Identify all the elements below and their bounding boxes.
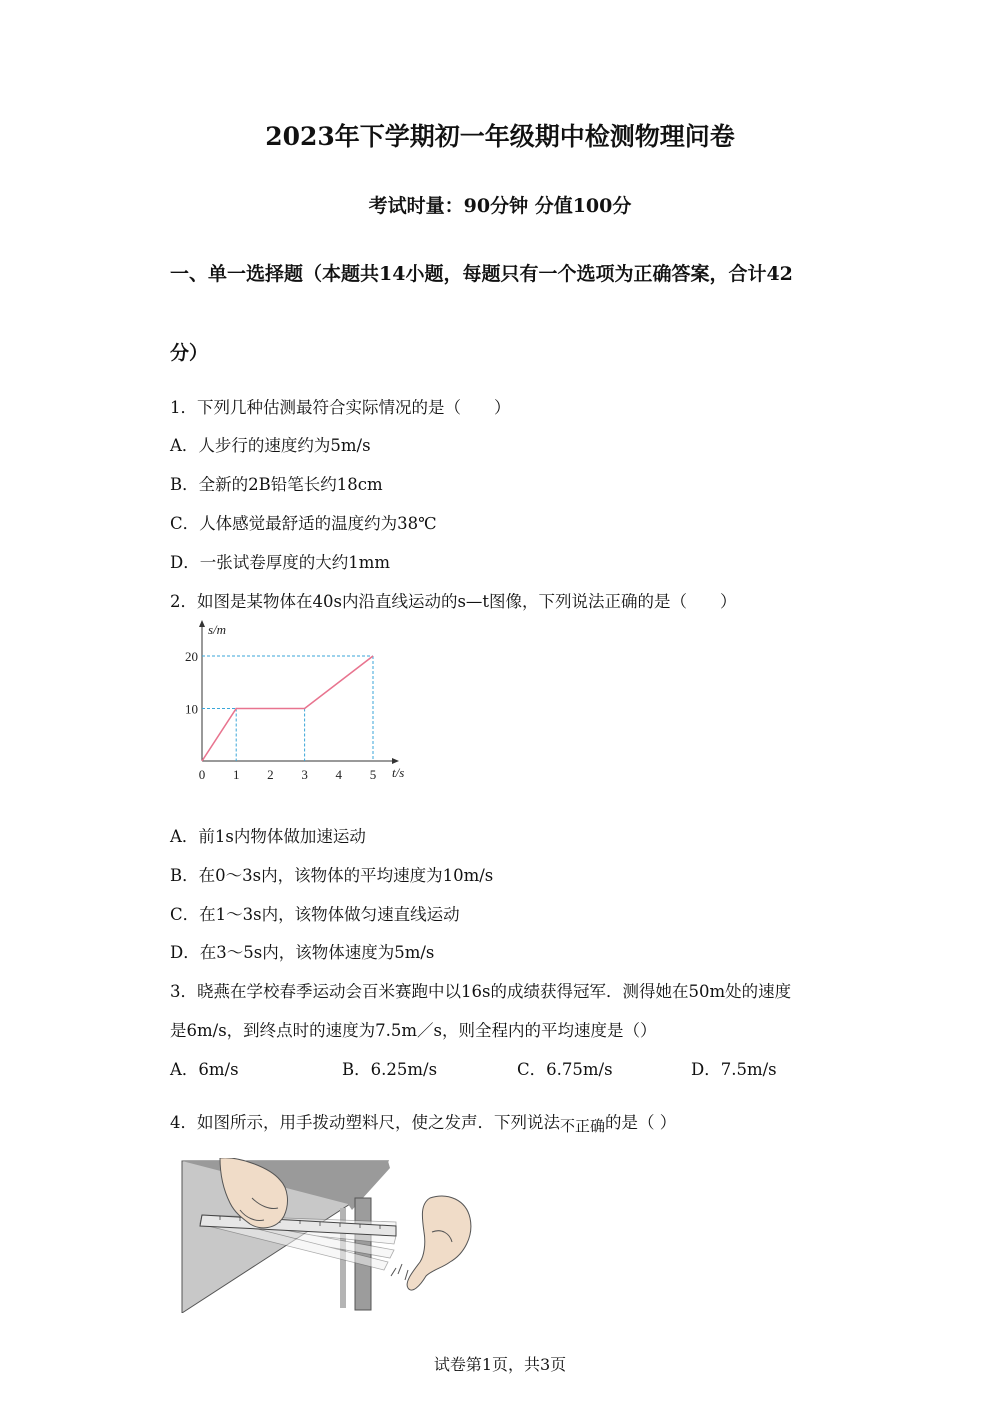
q4-stem-part1: 4．如图所示，用手拨动塑料尺，使之发声．下列说法 (170, 1113, 560, 1132)
q4-emphasis: 不正确 (560, 1117, 606, 1135)
q4-stem (170, 1109, 676, 1133)
q2-stem: 2．如图是某物体在40s内沿直线运动的s—t图像，下列说法正确的是（ ） (170, 592, 737, 611)
q2-option-b: B．在0～3s内，该物体的平均速度为10m/s (170, 866, 494, 885)
x-tick-label: 0 (198, 767, 206, 782)
x-tick-label: 4 (335, 767, 343, 782)
motion-lines (391, 1264, 408, 1280)
q3-option-d: D．7.5m/s (691, 1060, 777, 1079)
y-axis-label: s/m (208, 622, 227, 637)
x-tick-label: 1 (232, 767, 240, 782)
q2-option-c: C．在1～3s内，该物体做匀速直线运动 (170, 905, 460, 924)
graph-axes (199, 620, 399, 764)
q3-option-c: C．6.75m/s (517, 1060, 613, 1079)
q1-option-c: C．人体感觉最舒适的温度约为38℃ (170, 514, 437, 533)
graph-labels (185, 622, 404, 782)
x-axis-arrow (392, 758, 399, 764)
q3-stem-line1: 3．晓燕在学校春季运动会百米赛跑中以16s的成绩获得冠军．测得她在50m处的速度 (170, 982, 792, 1001)
q1-option-d: D．一张试卷厚度的大约1mm (170, 553, 391, 572)
q3-stem-line2: 是6m/s，到终点时的速度为7.5m／s，则全程内的平均速度是（） (170, 1021, 657, 1040)
st-graph (180, 618, 420, 788)
q2-option-a: A．前1s内物体做加速运动 (170, 827, 366, 846)
q1-option-a: A．人步行的速度约为5m/s (170, 436, 371, 455)
q4-stem-part2: 的是（ ） (605, 1113, 677, 1132)
hand-plucking (407, 1196, 471, 1290)
section-heading-cont: 分） (170, 342, 209, 364)
section-heading: 一、单一选择题（本题共14小题，每题只有一个选项为正确答案，合计42 (170, 263, 793, 285)
x-axis-label: t/s (392, 765, 405, 780)
x-tick-label: 3 (301, 767, 308, 782)
exam-info: 考试时量：90分钟 分值100分 (368, 195, 632, 217)
ruler-illustration (180, 1158, 480, 1313)
x-tick-label: 2 (267, 767, 274, 782)
y-tick-label: 10 (185, 701, 198, 717)
q2-option-d: D．在3～5s内，该物体速度为5m/s (170, 943, 435, 962)
page-title: 2023年下学期初一年级期中检测物理问卷 (265, 122, 735, 151)
page-footer: 试卷第1页，共3页 (433, 1355, 567, 1374)
y-axis-arrow (199, 620, 205, 627)
q3-option-b: B．6.25m/s (342, 1060, 438, 1079)
q1-option-b: B．全新的2B铅笔长约18cm (170, 475, 383, 494)
q3-option-a: A．6m/s (170, 1060, 239, 1079)
x-tick-label: 5 (369, 767, 377, 782)
q1-stem: 1．下列几种估测最符合实际情况的是（ ） (170, 398, 511, 417)
y-tick-label: 20 (185, 649, 198, 664)
